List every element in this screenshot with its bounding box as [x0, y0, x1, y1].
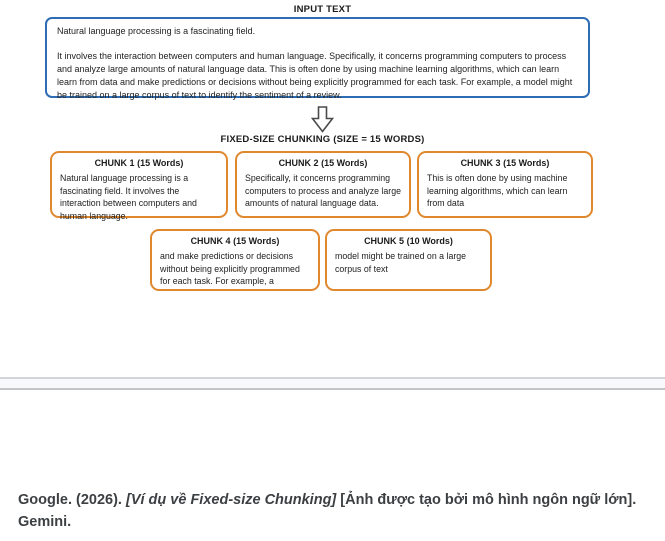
input-paragraph-1: Natural language processing is a fascinating field. [57, 26, 256, 36]
chunk-3-body: This is often done by using machine learning algorithms, which can learn from data [427, 173, 568, 208]
chunk-1-body: Natural language processing is a fascinating field. It involves the interaction between computers and human language. [60, 173, 197, 221]
citation-suffix: [Ảnh được tạo bởi mô hình ngôn ngữ lớn]. Gemini. [18, 492, 637, 530]
chunk-2-body: Specifically, it concerns programming computers to process and analyze large amounts of natural language data. [245, 173, 401, 208]
chunk-5-body: model might be trained on a large corpus of text [335, 251, 467, 274]
chunk-box-5 [325, 229, 492, 291]
chunk-box-4 [150, 229, 320, 291]
chunk-box-2 [235, 151, 411, 218]
chunk-box-1 [50, 151, 228, 221]
chunk-4-title: CHUNK 4 (15 Words) [190, 236, 280, 246]
input-paragraph-2: It involves the interaction between computers and human language. Specifically, it concerns programming computers to process and analyze large amounts of natural language data. This is often done by using machine learning algorithms, which can learn learn from data and make predictions or decisions without being explicitly programmed for each task. For example, a model might be trained on a large corpus of text to identify the sentiment of a review. [57, 51, 573, 100]
down-arrow-icon [311, 106, 334, 133]
section-divider [0, 377, 665, 390]
chunk-4-body: and make predictions or decisions without being explicitly programmed for each task. For example, a [160, 251, 300, 286]
chunk-5-title: CHUNK 5 (10 Words) [364, 236, 453, 246]
chunk-3-title: CHUNK 3 (15 Words) [460, 158, 550, 168]
citation-text [18, 489, 658, 533]
input-text-heading: INPUT TEXT [293, 4, 352, 15]
citation-title-italic: [Ví dụ về Fixed-size Chunking] [125, 492, 337, 508]
chunking-heading: FIXED-SIZE CHUNKING (SIZE = 15 WORDS) [220, 134, 425, 145]
chunk-box-3 [417, 151, 593, 218]
chunk-2-title: CHUNK 2 (15 Words) [278, 158, 368, 168]
input-text-box [45, 17, 590, 98]
chunk-1-title: CHUNK 1 (15 Words) [94, 158, 184, 168]
citation-prefix: Google. (2026). [18, 492, 126, 508]
